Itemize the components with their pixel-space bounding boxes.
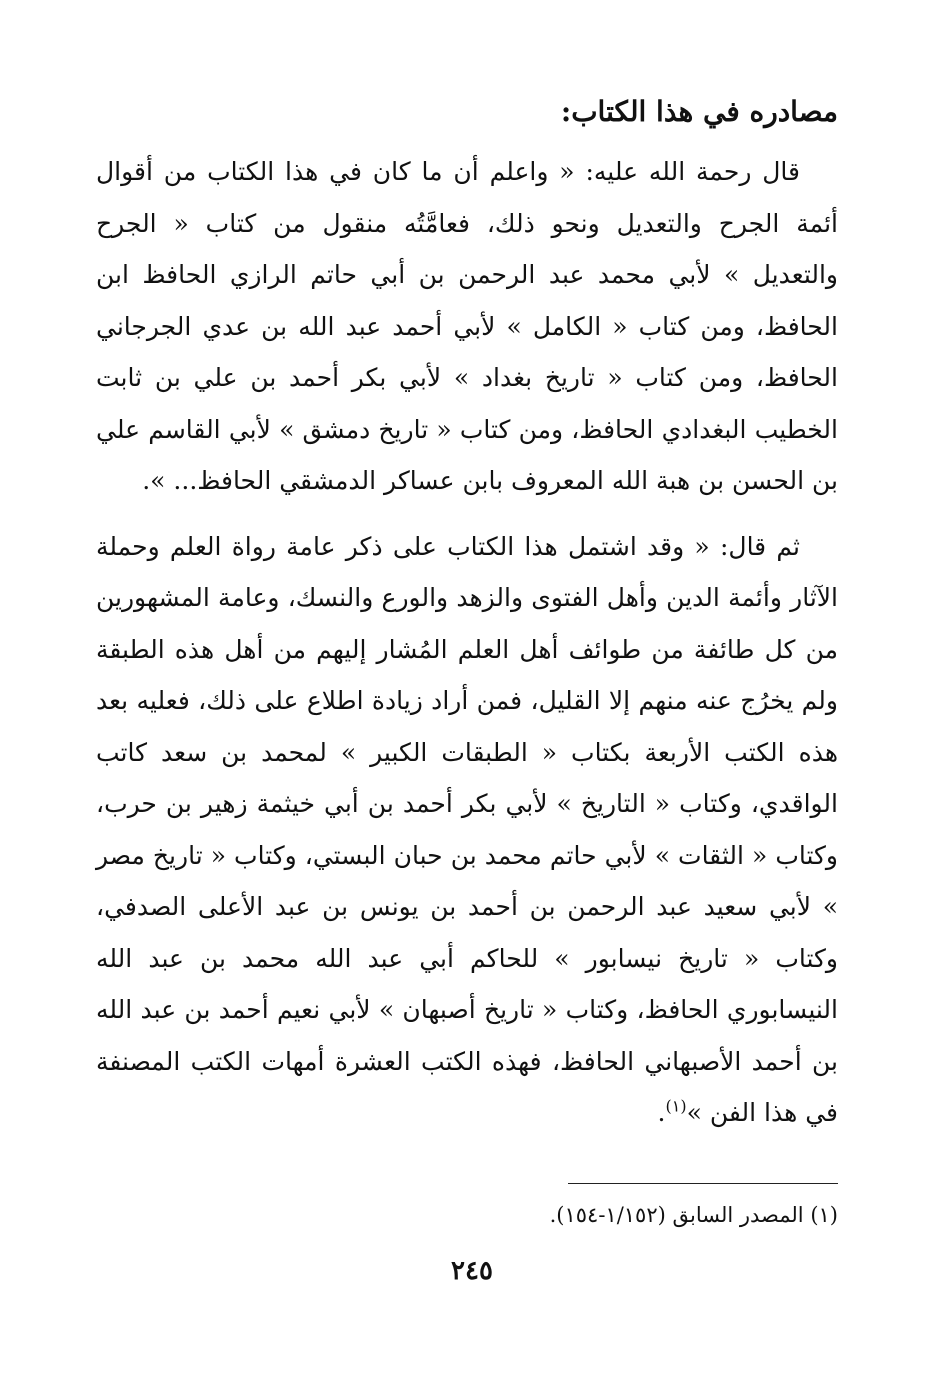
- paragraph-2-text: ثم قال: « وقد اشتمل هذا الكتاب على ذكر عامة رواة العلم وحملة الآثار وأئمة الدين وأهل الفتوى والزهد والورع والنسك، وعامة المشهورين من كل طائفة من طوائف أهل العلم المُشار إليهم من أهل هذه الطبقة ولم يخرُج عنه منهم إلا القليل، فمن أراد زيادة اطلاع على ذلك، فعليه بعد هذه الكتب الأربعة بكتاب « الطبقات الكبير » لمحمد بن سعد كاتب الواقدي، وكتاب « التاريخ » لأبي بكر أحمد بن أبي خيثمة زهير بن حرب، وكتاب « الثقات » لأبي حاتم محمد بن حبان البستي، وكتاب « تاريخ مصر » لأبي سعيد عبد الرحمن بن أحمد بن يونس بن عبد الأعلى الصدفي، وكتاب « تاريخ نيسابور » للحاكم أبي عبد الله محمد بن عبد الله النيسابوري الحافظ، وكتاب « تاريخ أصبهان » لأبي نعيم أحمد بن عبد الله بن أحمد الأصبهاني الحافظ، فهذه الكتب العشرة أمهات الكتب المصنفة في هذا الفن »: [96, 531, 838, 1127]
- footnote-divider: [568, 1183, 838, 1184]
- page-number: ٢٤٥: [451, 1256, 493, 1286]
- section-heading: مصادره في هذا الكتاب:: [560, 95, 838, 128]
- footnote-reference[interactable]: (١): [665, 1096, 687, 1116]
- paragraph-2-end: .: [657, 1098, 666, 1127]
- page-body: [96, 88, 838, 1139]
- paragraph-sources-second: [96, 521, 838, 1139]
- paragraph-sources-first: [96, 146, 838, 507]
- footnote: (١) المصدر السابق (١/١٥٢-١٥٤).: [549, 1203, 838, 1227]
- paragraph-1-text: قال رحمة الله عليه: « واعلم أن ما كان في هذا الكتاب من أقوال أئمة الجرح والتعديل ونحو ذلك، فعامَّتُه منقول من كتاب « الجرح والتعديل » لأبي محمد عبد الرحمن بن أبي حاتم الرازي الحافظ ابن الحافظ، ومن كتاب « الكامل » لأبي أحمد عبد الله بن عدي الجرجاني الحافظ، ومن كتاب « تاريخ بغداد » لأبي بكر أحمد بن علي بن ثابت الخطيب البغدادي الحافظ، ومن كتاب « تاريخ دمشق » لأبي القاسم علي بن الحسن بن هبة الله المعروف بابن عساكر الدمشقي الحافظ... ».: [96, 157, 838, 495]
